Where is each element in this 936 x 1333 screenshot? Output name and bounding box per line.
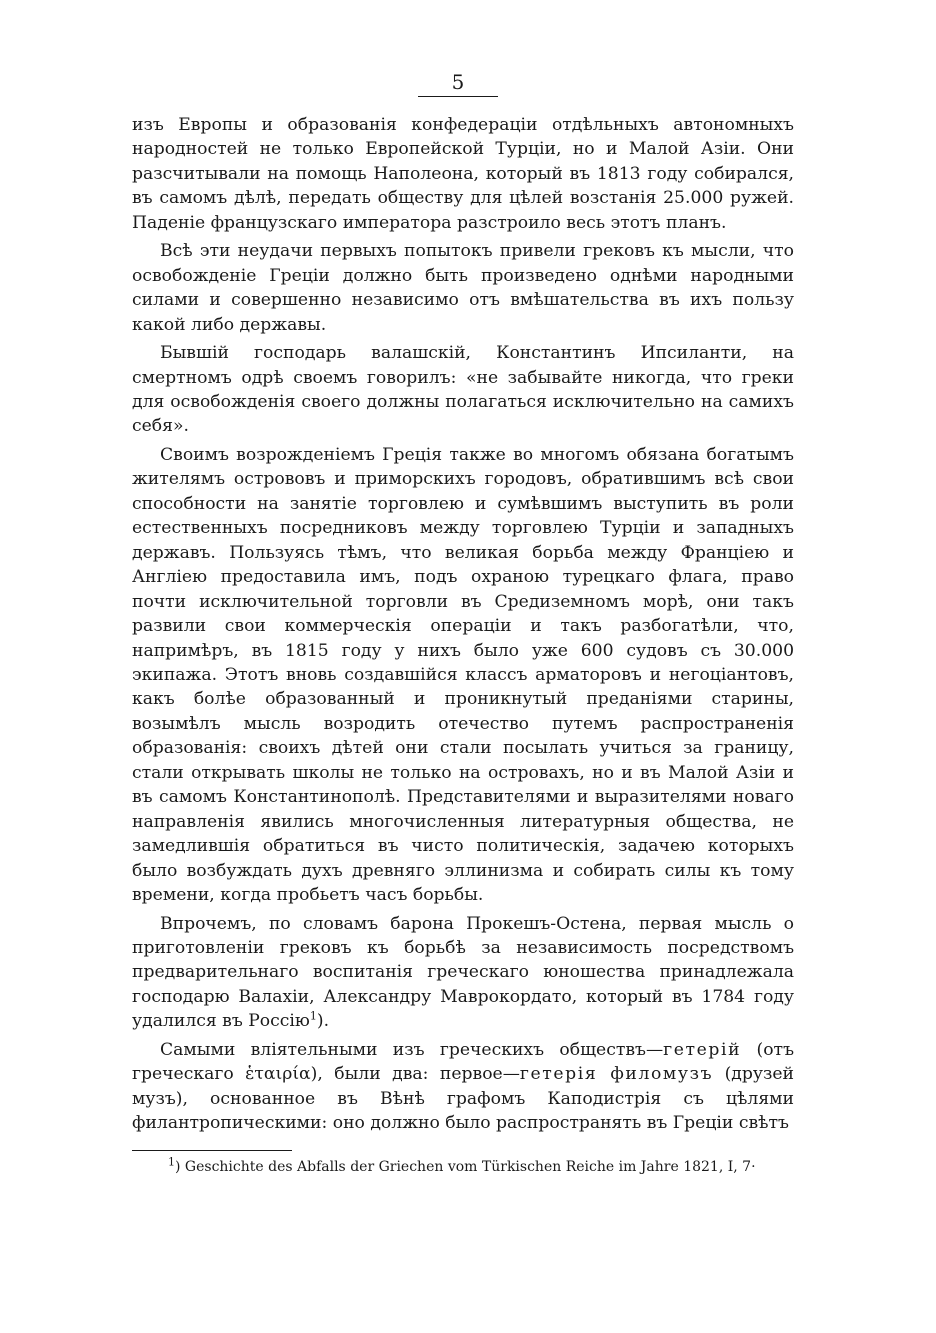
footnote-text: ) Geschichte des Abfalls der Griechen vom Türkischen Reiche im Jahre 1821, I, 7· [175, 1158, 756, 1175]
paragraph-3: Бывшій господарь валашскій, Константинъ Ипсиланти, на смертномъ одрѣ своемъ говорилъ: «не забывайте никогда, что греки для освобожденія своего должны полагаться исключительно на самихъ себя». [132, 343, 794, 437]
paragraph-4: Своимъ возрожденіемъ Греція также во многомъ обязана богатымъ жителямъ острововъ и приморскихъ городовъ, обратившимъ всѣ свои способности на занятіе торговлею и сумѣвшимъ выступить въ роли естественныхъ посредниковъ между торговлею Турціи и западныхъ державъ. Пользуясь тѣмъ, что великая борьба между Франціею и Англіею предоставила имъ, подъ охраною турецкаго флага, право почти исключительной торговли въ Средиземномъ морѣ, они такъ развили свои коммерческія операціи и такъ разбогатѣли, что, напримѣръ, въ 1815 году у нихъ было уже 600 судовъ съ 30.000 экипажа. Этотъ вновь создавшійся классъ арматоровъ и негоціантовъ, какъ болѣе образованный и проникнутый преданіями старины, возымѣлъ мысль возродить отечество путемъ распространенія образованія: своихъ дѣтей они стали посылать учиться за границу, стали открывать школы не только на островахъ, но и въ Малой Азіи и въ самомъ Константинополѣ. Представителями и выразителями новаго направленія явились многочисленныя литературныя общества, не замедлившія обратиться въ чисто политическія, задачею которыхъ было возбуждать духъ древняго эллинизма и собирать силы къ тому времени, когда пробьетъ часъ борьбы. [132, 444, 794, 906]
paragraph-5-text: Впрочемъ, по словамъ барона Прокешъ-Остена, первая мысль о приготовленіи грековъ къ борьбѣ за независимость посредствомъ предварительнаго воспитанія греческаго юношества принадлежала господарю Валахіи, Александру Маврокордато, который въ 1784 году удалился въ Россію [132, 913, 794, 1032]
term-geteriy: гетерій [663, 1039, 742, 1060]
paragraph-1: изъ Европы и образованія конфедераціи отдѣльныхъ автономныхъ народностей не только Европейской Турціи, но и Малой Азіи. Они разсчитывали на помощь Наполеона, который въ 1813 году собирался, въ самомъ дѣлѣ, передать обществу для цѣлей возстанія 25.000 ружей. Паденіе французскаго императора разстроило весь этотъ планъ. [132, 115, 794, 233]
footnote-reference: 1 [309, 1009, 317, 1023]
paragraph-6-part-1: Самыми вліятельными изъ греческихъ обществъ— [160, 1039, 664, 1060]
paragraph-6 [132, 1038, 794, 1136]
footnote-divider [132, 1150, 292, 1151]
body-text [132, 113, 794, 1136]
page [132, 70, 794, 1177]
footnote-marker: 1 [168, 1154, 175, 1168]
footnote [132, 1154, 794, 1177]
page-number: 5 [418, 70, 499, 97]
paragraph-6-part-3: (друзей музъ), основанное въ Вѣнѣ графомъ Каподистрія съ цѣлями филантропическими: оно должно было распространять въ Греціи свѣтъ [132, 1064, 794, 1134]
term-geteria-filomuz: гетерія филомузъ [519, 1064, 714, 1085]
page-header [122, 70, 794, 97]
paragraph-2: Всѣ эти неудачи первыхъ попытокъ привели грековъ къ мысли, что освобожденіе Греціи должно быть произведено однѣми народными силами и совершенно независимо отъ вмѣшательства въ ихъ пользу какой либо державы. [132, 241, 794, 335]
paragraph-5-end: ). [316, 1011, 330, 1032]
paragraph-6-part-2: (отъ греческаго ἑταιρία), были два: первое— [132, 1039, 794, 1085]
paragraph-5 [132, 912, 794, 1034]
